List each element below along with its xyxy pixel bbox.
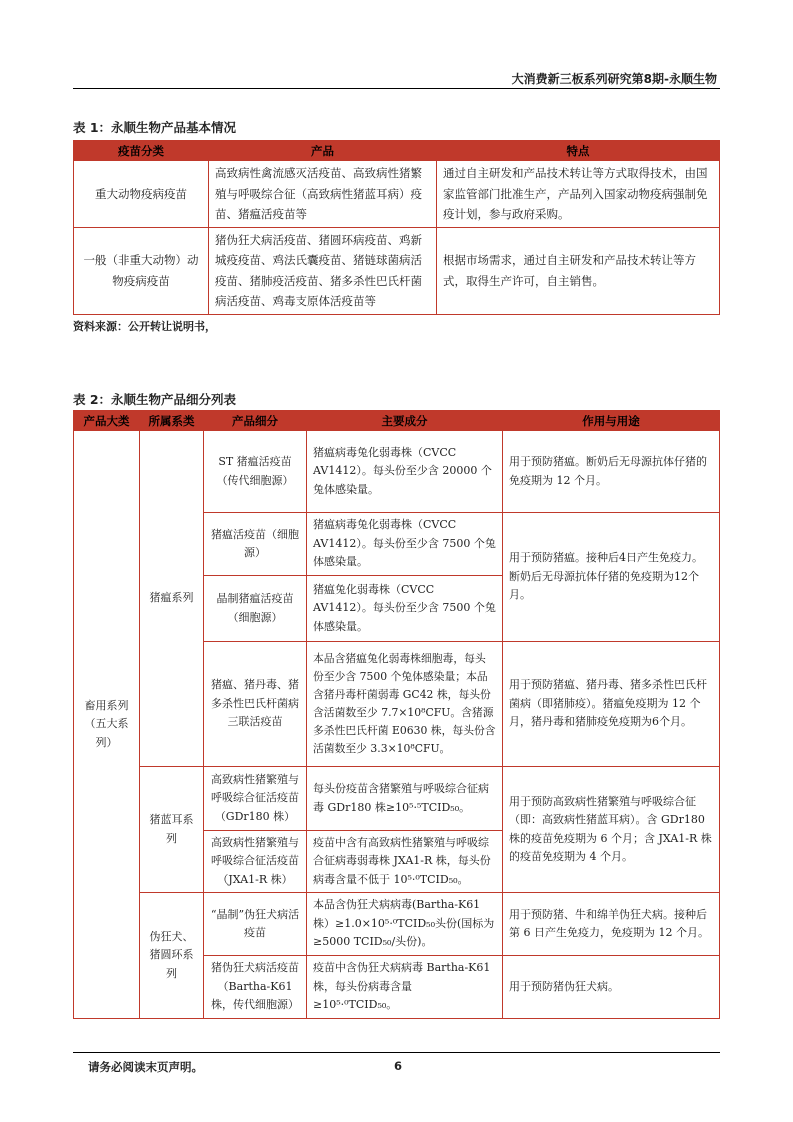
table-header-row <box>74 411 720 431</box>
footer-divider <box>73 1052 720 1053</box>
column-header: 作用与用途 <box>503 411 720 431</box>
product-cell: “晶制”伪狂犬病活疫苗 <box>204 893 307 956</box>
table2-caption: 表 2：永顺生物产品细分列表 <box>73 392 237 407</box>
header-divider <box>73 88 720 89</box>
table1-caption: 表 1：永顺生物产品基本情况 <box>73 120 237 135</box>
series-cell-prrs: 猪蓝耳系列 <box>140 767 204 893</box>
vaccine-category-cell: 重大动物疫病疫苗 <box>74 161 209 228</box>
table-row <box>74 227 720 314</box>
product-cell: 高致病性猪繁殖与呼吸综合征活疫苗（JXA1-R 株） <box>204 831 307 893</box>
product-cell: 高致病性禽流感灭活疫苗、高致病性猪繁殖与呼吸综合征（高致病性猪蓝耳病）疫苗、猪瘟活疫苗等 <box>209 161 437 228</box>
column-header: 产品 <box>209 141 437 161</box>
feature-cell: 根据市场需求，通过自主研发和产品技术转让等方式，取得生产许可，自主销售。 <box>437 227 720 314</box>
major-category-cell: 畜用系列（五大系列） <box>74 431 140 1019</box>
ingredient-cell: 疫苗中含伪狂犬病病毒 Bartha-K61 株，每头份病毒含量≥10⁵·⁰TCID₅₀。 <box>307 956 503 1019</box>
table-row <box>74 893 720 956</box>
column-header: 疫苗分类 <box>74 141 209 161</box>
product-detail-table <box>73 410 720 1019</box>
ingredient-cell: 猪瘟病毒兔化弱毒株（CVCC AV1412）。每头份至少含 20000 个兔体感染量。 <box>307 431 503 513</box>
product-basic-table <box>73 140 720 315</box>
column-header: 产品大类 <box>74 411 140 431</box>
usage-cell: 用于预防猪瘟。接种后4日产生免疫力。断奶后无母源抗体仔猪的免疫期为12个月。 <box>503 513 720 642</box>
ingredient-cell: 疫苗中含有高致病性猪繁殖与呼吸综合征病毒弱毒株 JXA1-R 株，每头份病毒含量不低于 10⁵·⁰TCID₅₀。 <box>307 831 503 893</box>
product-cell: 猪瘟、猪丹毒、猪多杀性巴氏杆菌病三联活疫苗 <box>204 642 307 767</box>
product-cell: ST 猪瘟活疫苗（传代细胞源） <box>204 431 307 513</box>
report-series-title: 大消费新三板系列研究第8期-永顺生物 <box>511 72 717 86</box>
series-cell-pr-pcv: 伪狂犬、猪圆环系列 <box>140 893 204 1019</box>
column-header: 所属系类 <box>140 411 204 431</box>
ingredient-cell: 猪瘟病毒兔化弱毒株（CVCC AV1412）。每头份至少含 7500 个兔体感染量。 <box>307 513 503 576</box>
table1-source: 资料来源：公开转让说明书， <box>73 320 216 333</box>
product-cell: 晶制猪瘟活疫苗（细胞源） <box>204 576 307 642</box>
ingredient-cell: 本品含猪瘟兔化弱毒株细胞毒，每头份至少含 7500 个兔体感染量；本品含猪丹毒杆菌弱毒 GC42 株，每头份含活菌数至少 7.7×10⁸CFU。含猪源多杀性巴氏杆菌 E0630 株，每头份含活菌数至少 3.3×10⁸CFU。 <box>307 642 503 767</box>
table-row <box>74 431 720 513</box>
usage-cell: 用于预防猪、牛和绵羊伪狂犬病。接种后第 6 日产生免疫力，免疫期为 12 个月。 <box>503 893 720 956</box>
vaccine-category-cell: 一般（非重大动物）动物疫病疫苗 <box>74 227 209 314</box>
table-row <box>74 767 720 831</box>
usage-cell: 用于预防高致病性猪繁殖与呼吸综合征（即：高致病性猪蓝耳病）。含 GDr180 株的疫苗免疫期为 6 个月；含 JXA1-R 株的疫苗免疫期为 4 个月。 <box>503 767 720 893</box>
page-number: 6 <box>394 1059 403 1073</box>
product-cell: 高致病性猪繁殖与呼吸综合征活疫苗（GDr180 株） <box>204 767 307 831</box>
column-header: 主要成分 <box>307 411 503 431</box>
product-cell: 猪伪狂犬病活疫苗、猪圆环病疫苗、鸡新城疫疫苗、鸡法氏囊疫苗、猪链球菌病活疫苗、猪肺疫活疫苗、猪多杀性巴氏杆菌病活疫苗、鸡毒支原体活疫苗等 <box>209 227 437 314</box>
usage-cell: 用于预防猪瘟。断奶后无母源抗体仔猪的免疫期为 12 个月。 <box>503 431 720 513</box>
feature-cell: 通过自主研发和产品技术转让等方式取得技术，由国家监管部门批准生产，产品列入国家动物疫病强制免疫计划，参与政府采购。 <box>437 161 720 228</box>
column-header: 特点 <box>437 141 720 161</box>
usage-cell: 用于预防猪伪狂犬病。 <box>503 956 720 1019</box>
table-row <box>74 161 720 228</box>
ingredient-cell: 本品含伪狂犬病病毒(Bartha-K61株）≥1.0×10⁵·⁰TCID₅₀头份(国标为≥5000 TCID₅₀/头份)。 <box>307 893 503 956</box>
product-cell: 猪伪狂犬病活疫苗（Bartha-K61 株，传代细胞源） <box>204 956 307 1019</box>
table-header-row <box>74 141 720 161</box>
product-cell: 猪瘟活疫苗（细胞源） <box>204 513 307 576</box>
disclaimer-note: 请务必阅读末页声明。 <box>88 1060 203 1074</box>
ingredient-cell: 猪瘟兔化弱毒株（CVCC AV1412）。每头份至少含 7500 个兔体感染量。 <box>307 576 503 642</box>
column-header: 产品细分 <box>204 411 307 431</box>
ingredient-cell: 每头份疫苗含猪繁殖与呼吸综合征病毒 GDr180 株≥10⁵·⁵TCID₅₀。 <box>307 767 503 831</box>
series-cell-swine-fever: 猪瘟系列 <box>140 431 204 767</box>
usage-cell: 用于预防猪瘟、猪丹毒、猪多杀性巴氏杆菌病（即猪肺疫）。猪瘟免疫期为 12 个月，猪丹毒和猪肺疫免疫期为6个月。 <box>503 642 720 767</box>
